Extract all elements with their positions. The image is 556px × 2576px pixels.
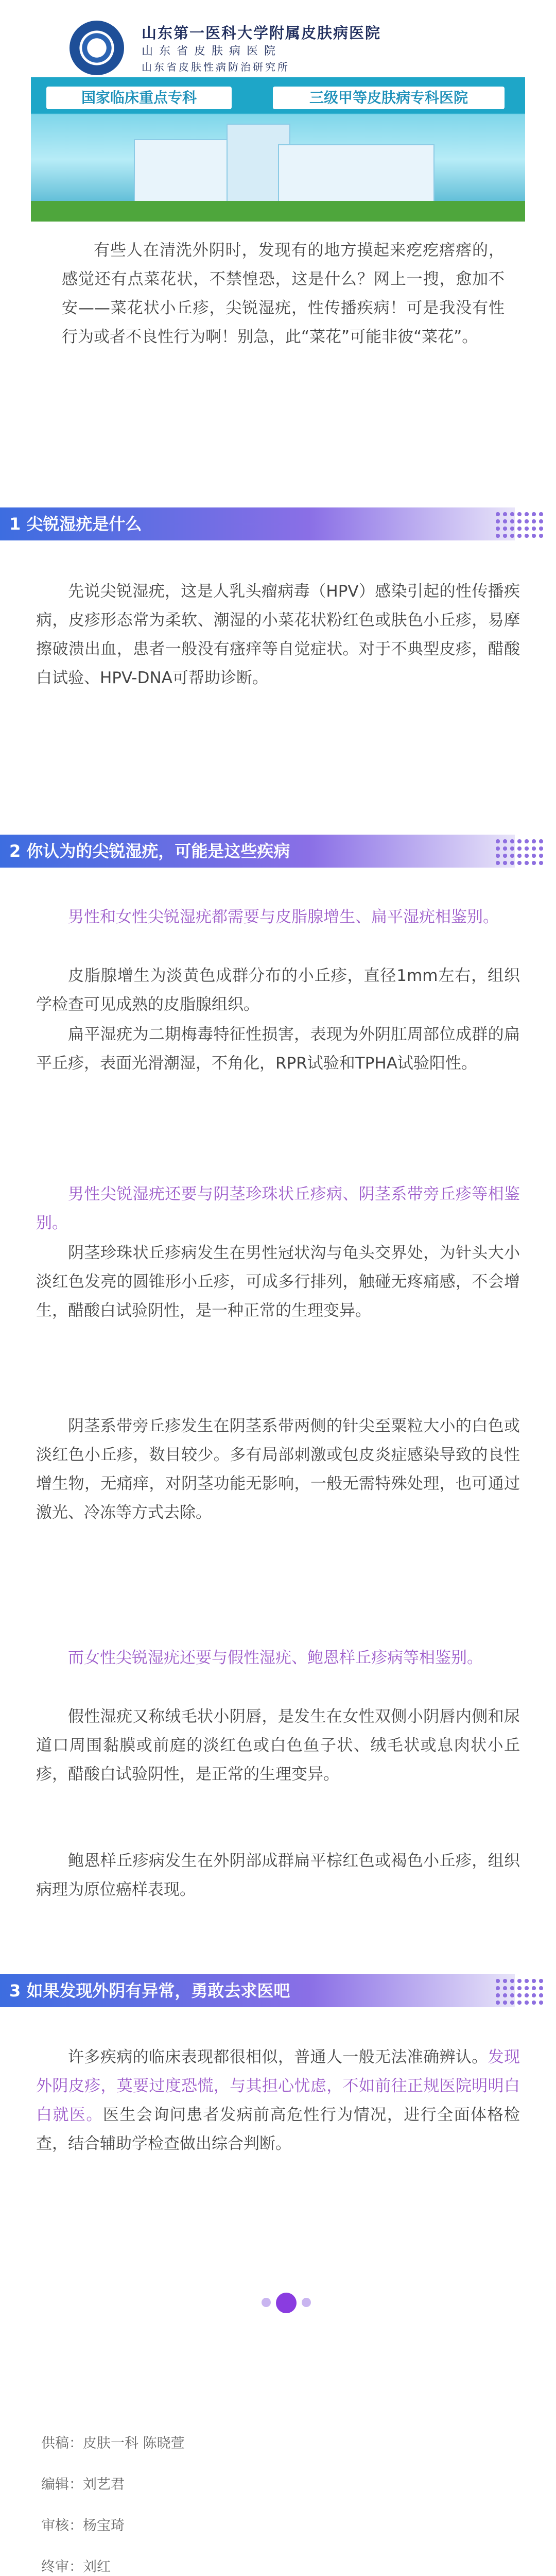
divider-dot-icon: [262, 2298, 271, 2307]
divider-dot-icon: [276, 2293, 297, 2313]
section-3-title: 3 如果发现外阴有异常，勇敢去求医吧: [9, 1981, 290, 2001]
paragraph-frenulum-papules: 阴茎系带旁丘疹发生在阴茎系带两侧的针尖至粟粒大小的白色或淡红色小丘疹，数目较少。多有局部刺激或包皮炎症感染导致的良性增生物，无痛痒，对阴茎功能无影响，一般无需特殊处理，也可通过激光、冷冻等方式去除。: [36, 1417, 520, 1522]
hospital-name: 山东第一医科大学附属皮肤病医院: [142, 24, 381, 42]
paragraph-pseudocondyloma: 假性湿疣又称绒毛状小阴唇，是发生在女性双侧小阴唇内侧和尿道口周围黏膜或前庭的淡红色或白色鱼子状、绒毛状或息肉状小丘疹，醋酸白试验阴性，是正常的生理变异。: [36, 1707, 520, 1784]
header-title-block: [0, 0, 556, 77]
credit-review: 审核：杨宝琦: [41, 2518, 125, 2534]
section-1-text: 先说尖锐湿疣，这是人乳头瘤病毒（HPV）感染引起的性传播疾病，皮疹形态常为柔软、潮湿的小菜花状粉红色或肤色小丘疹，易摩擦破溃出血，患者一般没有瘙痒等自觉症状。对于不典型皮疹，醋酸白试验、HPV-DNA可帮助诊断。: [36, 582, 520, 687]
paragraph-bowenoid: 鲍恩样丘疹病发生在外阴部成群扁平棕红色或褐色小丘疹，组织病理为原位癌样表现。: [36, 1852, 520, 1899]
dots-decoration-icon: [494, 838, 546, 866]
section-3-header: [0, 1974, 556, 2007]
header: [0, 0, 556, 222]
credit-editor: 编辑：刘艺君: [41, 2477, 125, 2493]
section-1-header: [0, 507, 556, 540]
paragraph-pearly-papules: 阴茎珍珠状丘疹病发生在男性冠状沟与龟头交界处，为针头大小淡红色发亮的圆锥形小丘疹，可成多行排列，触碰无疼痛感，不会增生，醋酸白试验阴性，是一种正常的生理变异。: [36, 1244, 520, 1320]
highlight-text: 发现外阴皮疹，莫要过度恐慌，与其担心忧虑，不如前往正规医院明明白白就医。: [36, 2048, 520, 2124]
subheading-male: 男性尖锐湿疣还要与阴茎珍珠状丘疹病、阴茎系带旁丘疹等相鉴别。: [36, 1185, 520, 1232]
credit-supply: 供稿：皮肤一科 陈晓萱: [41, 2435, 185, 2451]
dots-decoration-icon: [494, 511, 546, 538]
hospital-banner: [31, 77, 525, 222]
dots-decoration-icon: [494, 1977, 546, 2005]
intro-paragraph: 有些人在清洗外阴时，发现有的地方摸起来疙疙瘩瘩的，感觉还有点菜花状，不禁惶恐，这是什么？网上一搜，愈加不安——菜花状小丘疹，尖锐湿疣，性传播疾病！可是我没有性行为或者不良性行为啊！别急，此“菜花”可能非彼“菜花”。: [62, 241, 505, 346]
divider-dot-icon: [302, 2298, 311, 2307]
hospital-logo-icon: [70, 21, 124, 75]
section-3-text: 许多疾病的临床表现都很相似，普通人一般无法准确辨认。发现外阴皮疹，莫要过度恐慌，与其担心忧虑，不如前往正规医院明明白白就医。医生会询问患者发病前高危性行为情况，进行全面体格检查，结合辅助学检查做出综合判断。: [36, 2048, 520, 2153]
tag-national-key: 国家临床重点专科: [46, 87, 232, 109]
section-1-title: 1 尖锐湿疣是什么: [9, 514, 142, 534]
paragraph-flat-condyloma: 扁平湿疣为二期梅毒特征性损害，表现为外阴肛周部位成群的扁平丘疹，表面光滑潮湿，不角化，RPR试验和TPHA试验阳性。: [36, 1025, 520, 1073]
section-2-header: [0, 835, 556, 868]
grass-image: [31, 201, 525, 222]
subheading-male-female: 男性和女性尖锐湿疣都需要与皮脂腺增生、扁平湿疣相鉴别。: [68, 908, 499, 926]
subheading-female: 而女性尖锐湿疣还要与假性湿疣、鲍恩样丘疹病等相鉴别。: [68, 1649, 483, 1667]
tag-grade-3a: 三级甲等皮肤病专科医院: [273, 87, 505, 109]
paragraph-sebaceous: 皮脂腺增生为淡黄色成群分布的小丘疹，直径1mm左右，组织学检查可见成熟的皮脂腺组织。: [36, 967, 520, 1014]
section-2-title: 2 你认为的尖锐湿疣，可能是这些疾病: [9, 841, 290, 861]
hospital-name-line2: 山东省皮肤病医院: [142, 45, 282, 58]
credit-final: 终审：刘红: [41, 2559, 111, 2575]
hospital-name-line3: 山东省皮肤性病防治研究所: [142, 61, 290, 73]
